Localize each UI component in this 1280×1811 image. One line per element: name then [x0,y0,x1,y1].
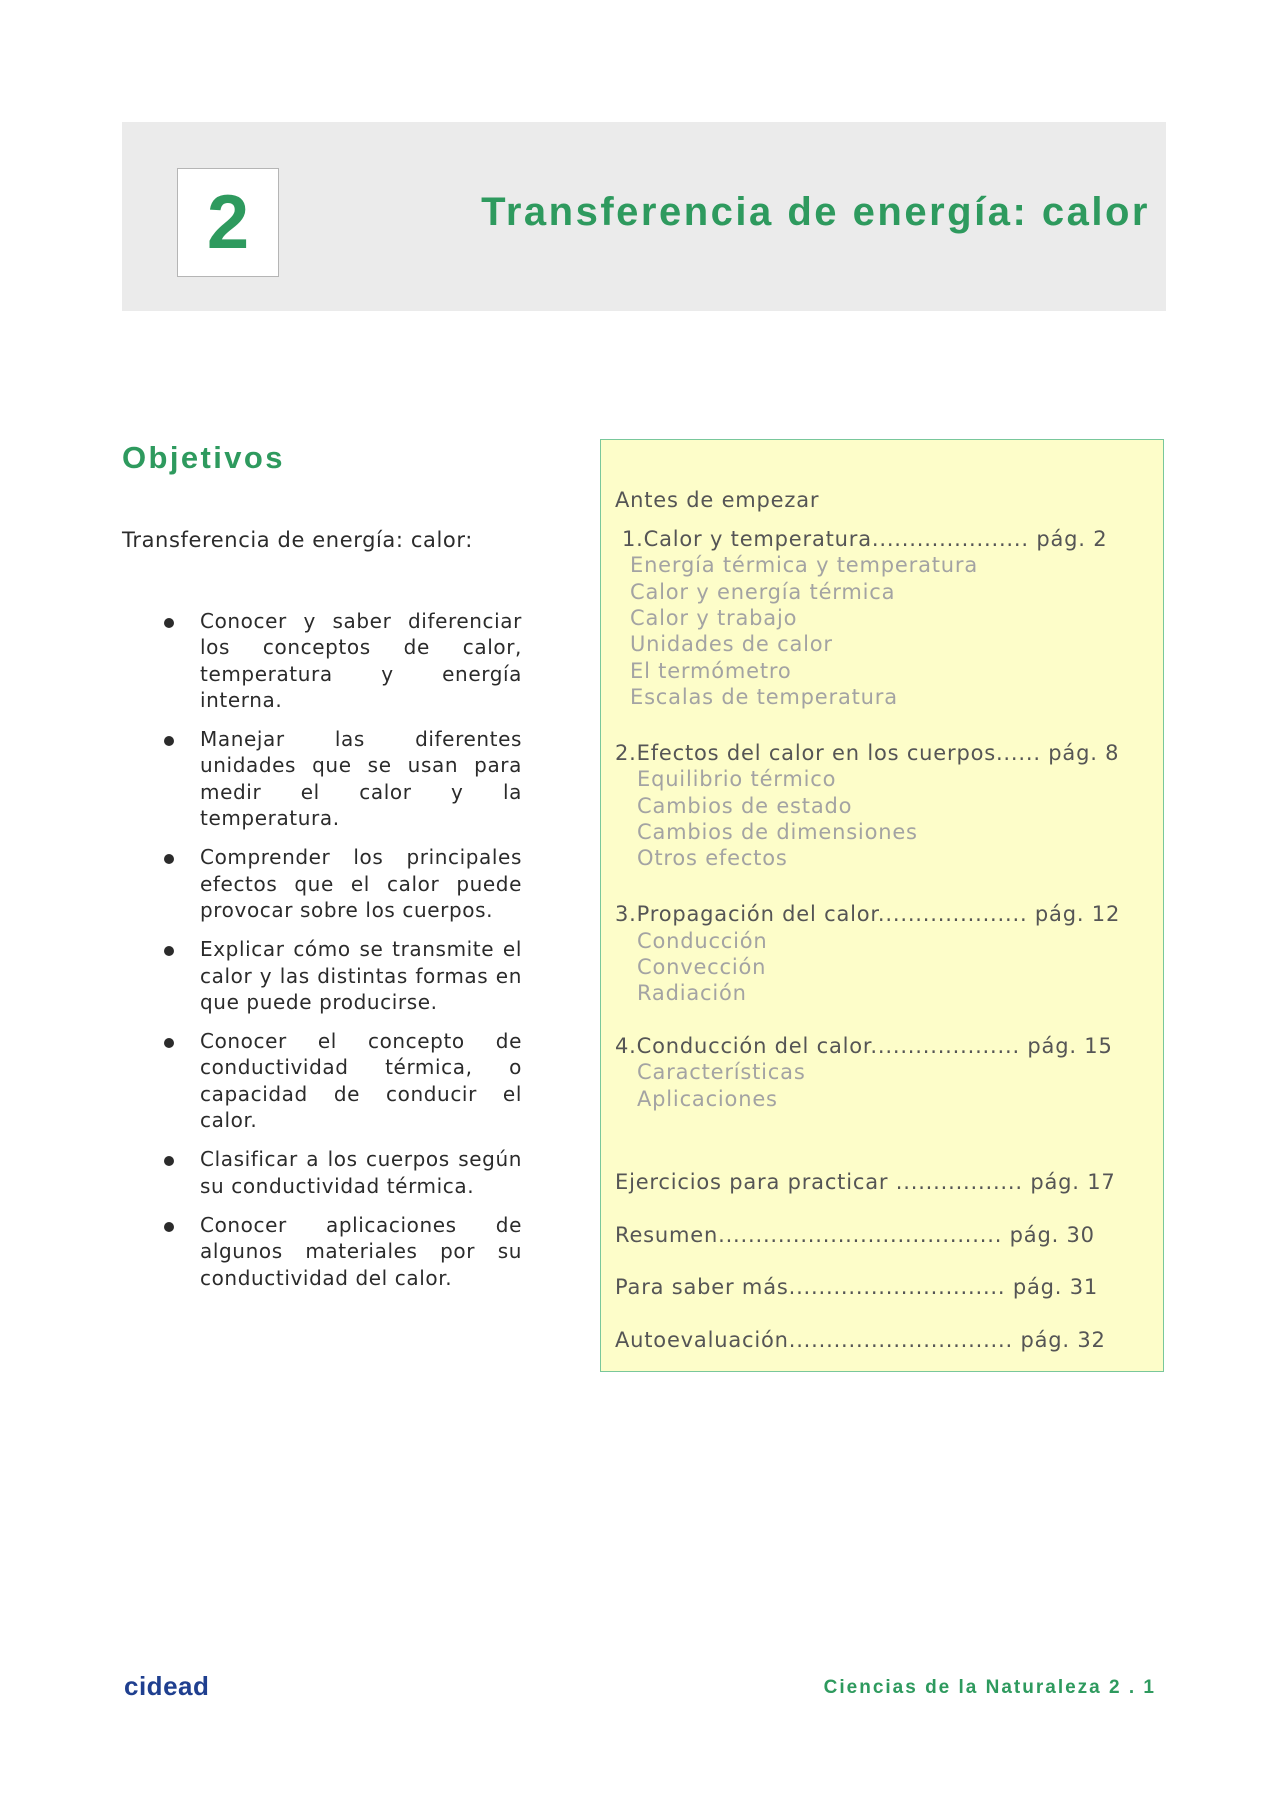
toc-section-4[interactable]: 4.Conducción del calor.................... pág. 15 [615,1034,1113,1058]
objectives-intro: Transferencia de energía: calor: [122,528,473,552]
toc-subsection[interactable]: Unidades de calor [630,632,833,656]
toc-subsection[interactable]: Radiación [637,981,747,1005]
unit-title: Transferencia de energía: calor [481,190,1150,234]
toc-learn-more[interactable]: Para saber más............................. pág. 31 [615,1275,1099,1299]
toc-section-1[interactable]: 1.Calor y temperatura..................... pág. 2 [622,527,1108,551]
toc-subsection[interactable]: Convección [637,955,767,979]
toc-before-start[interactable]: Antes de empezar [615,488,820,512]
objective-item: Manejar las diferentes unidades que se usan para medir el calor y la temperatura. [158,726,522,831]
objectives-heading: Objetivos [122,440,285,475]
toc-self-assessment[interactable]: Autoevaluación.............................. pág. 32 [615,1328,1106,1352]
objectives-list [158,608,522,1304]
toc-subsection[interactable]: Equilibrio térmico [637,767,837,791]
chapter-number-box [177,168,279,277]
toc-subsection[interactable]: Cambios de estado [637,794,853,818]
objective-item: Conocer el concepto de conductividad térmica, o capacidad de conducir el calor. [158,1028,522,1133]
toc-subsection[interactable]: Características [637,1060,806,1084]
toc-subsection[interactable]: Otros efectos [637,846,788,870]
cidead-logo: cidead [124,1671,210,1701]
toc-subsection[interactable]: Energía térmica y temperatura [630,553,978,577]
objective-item: Clasificar a los cuerpos según su conductividad térmica. [158,1146,522,1199]
toc-subsection[interactable]: Conducción [637,929,768,953]
objective-item: Comprender los principales efectos que el calor puede provocar sobre los cuerpos. [158,844,522,923]
toc-section-2[interactable]: 2.Efectos del calor en los cuerpos...... pág. 8 [615,741,1120,765]
toc-section-3[interactable]: 3.Propagación del calor.................... pág. 12 [615,902,1121,926]
toc-exercises[interactable]: Ejercicios para practicar ................. pág. 17 [615,1170,1116,1194]
objective-item: Conocer aplicaciones de algunos materiales por su conductividad del calor. [158,1212,522,1291]
toc-subsection[interactable]: Cambios de dimensiones [637,820,918,844]
toc-subsection[interactable]: Aplicaciones [637,1087,778,1111]
objective-item: Conocer y saber diferenciar los conceptos de calor, temperatura y energía interna. [158,608,522,713]
chapter-number: 2 [206,179,250,265]
page-footer: Ciencias de la Naturaleza 2 . 1 [823,1677,1156,1698]
toc-summary[interactable]: Resumen...................................... pág. 30 [615,1223,1095,1247]
toc-subsection[interactable]: Escalas de temperatura [630,685,898,709]
toc-subsection[interactable]: Calor y trabajo [630,606,798,630]
toc-subsection[interactable]: Calor y energía térmica [630,580,896,604]
objective-item: Explicar cómo se transmite el calor y las distintas formas en que puede producirse. [158,936,522,1015]
toc-subsection[interactable]: El termómetro [630,659,792,683]
